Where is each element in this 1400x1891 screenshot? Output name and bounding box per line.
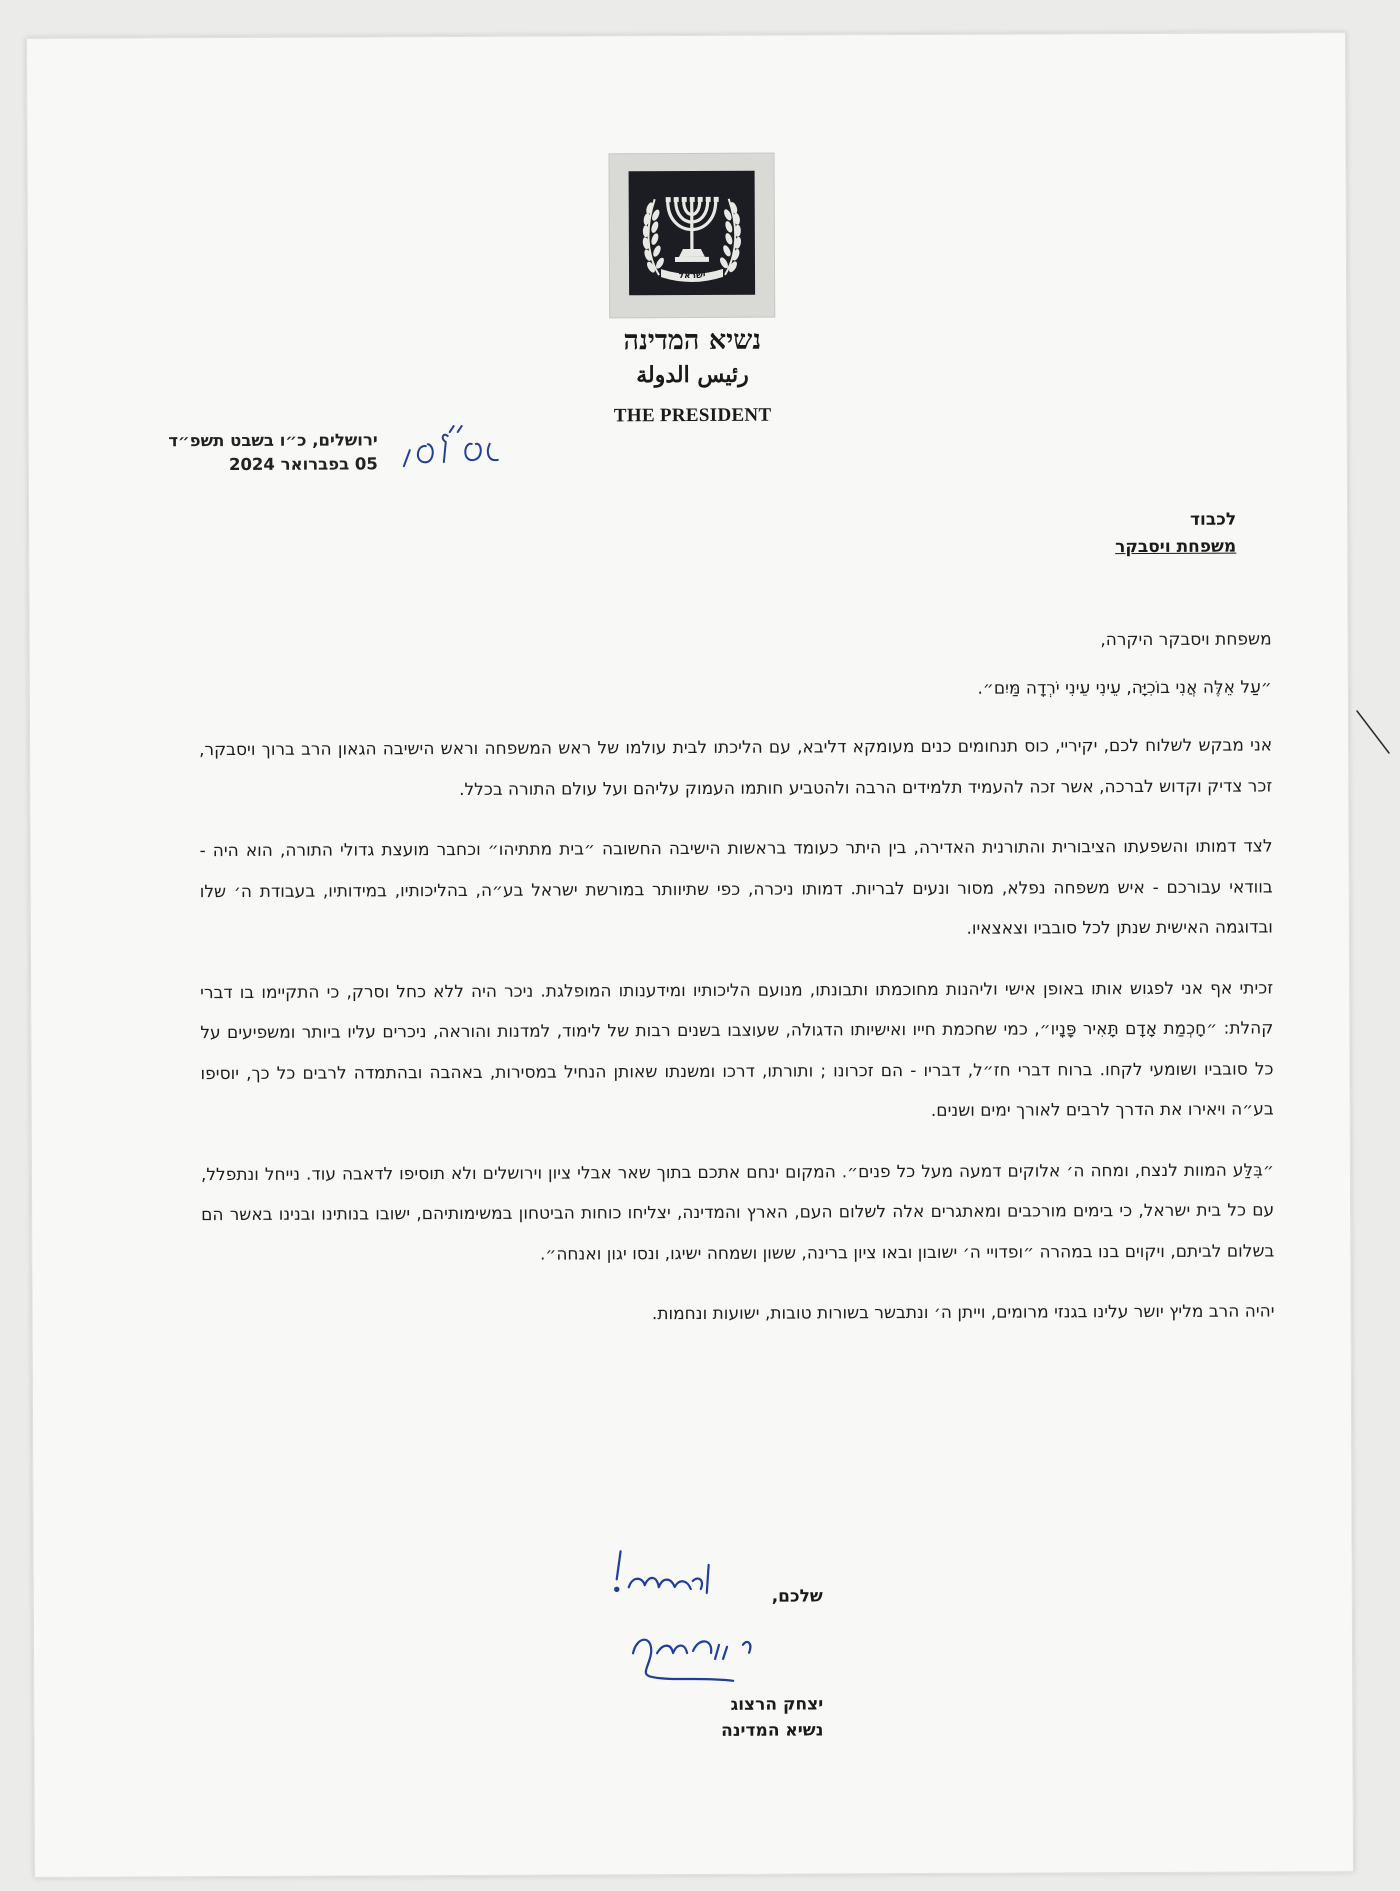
recipient-to: לכבוד bbox=[1189, 509, 1237, 530]
paragraph: אני מבקש לשלוח לכם, יקיריי, כוס תנחומים כנים מעומקא דליבא, עם הליכתו לבית עולמו של ראש המשפחה וראש הישיבה הגאון הרב ברוך ויסבקר, זכר צדיק וקדוש לברכה, אשר זכה להעמיד תלמידים הרבה ולהטביע חותמו העמוק עליהם ועל עולם התורה בכלל. bbox=[199, 735, 1273, 800]
letter-page bbox=[26, 32, 1354, 1878]
paragraph: לצד דמותו והשפעתו הציבורית והתורנית האדירה, בין היתר כעומד בראשות הישיבה החשובה ״בית מתתיהו״ וכחבר מועצת גדולי התורה, הוא היה - בוודאי עבורכם - איש משפחה נפלא, מסור ונעים לבריות. דמותו ניכרה, כפי שתיוותר במורשת ישראל בע״ה, בהליכותיו, במידותיו, בעבודת ה׳ שלו ובדוגמה האישית שנתן לכל סובביו וצאצאיו. bbox=[199, 836, 1273, 939]
handwritten-date-note bbox=[390, 422, 520, 483]
letterhead-title-hebrew: נשיא המדינה bbox=[623, 324, 762, 357]
date-hebrew: ירושלים, כ״ו בשבט תשפ״ד bbox=[168, 430, 378, 451]
paragraph: ״בִּלַּע המוות לנצח, ומחה ה׳ אלוקים דמעה מעל כל פנים״. המקום ינחם אתכם בתוך שאר אבלי ציון וירושלים ולא תוסיפו לדאבה עוד. נייחל ונתפלל, עם כל בית ישראל, כי בימים מורכבים ומאתגרים אלה לשלום העם, הארץ והמדינה, יצליחו כוחות הביטחון במשימותיהם, ישובו בנותינו ובנינו באשר הם בשלום לביתם, ויקוים בנו במהרה ״ופדויי ה׳ ישובון ובאו ציון ברינה, ששון ושמחה ישיגו, ונסו יגון ואנחה״. bbox=[200, 1159, 1275, 1265]
emblem-text: ישראל bbox=[678, 270, 706, 282]
letterhead-title-arabic: رئيس الدولة bbox=[636, 361, 749, 389]
letterhead-title-english: THE PRESIDENT bbox=[613, 404, 772, 427]
signature-label: שלכם, bbox=[771, 1586, 823, 1607]
opening-quote: ״עַל אֵלֶּה אֲנִי בוֹכִיָּה, עֵינִי עֵינִי יֹרְדָה מַּיִם״. bbox=[977, 677, 1272, 699]
menorah-emblem-icon bbox=[629, 171, 756, 296]
margin-pen-mark bbox=[1355, 707, 1395, 757]
paragraph: זכיתי אף אני לפגוש אותו באופן אישי וליהנות מחוכמתו ותבונתו, מנועם הליכותיו ומידענותו המופלגת. ניכר היה ללא כחל וסרק, כי התקיימו בו דברי קהלת: ״חָכְמַת אָדָם תָּאִיר פָּנָיו״, כמי שחכמת חייו ואישיותו הדגולה, שעוצבו בשנים רבות של לימוד, למדנות והוראה, ניכרים עליו ביותר ומשפיעים על כל סובביו ושומעי לקחו. ברוח דברי חז״ל, דבריו - הם זכרונו ; ותורתו, דרכו ומשנתו שאותן הנחיל במסירות, באהבה ובהתמדה לרבים כל כך, יוסיפו בע״ה ויאירו את הדרך לרבים לאורך ימים ושנים. bbox=[200, 977, 1274, 1121]
closing-line: יהיה הרב מליץ יושר עלינו בגנזי מרומים, וייתן ה׳ ונתבשר בשורות טובות, ישועות ונחמות. bbox=[651, 1301, 1275, 1325]
signer-role: נשיא המדינה bbox=[721, 1720, 824, 1741]
recipient-block bbox=[816, 507, 1236, 563]
state-emblem bbox=[609, 153, 776, 319]
signer-name: יצחק הרצוג bbox=[730, 1694, 824, 1715]
recipient-name: משפחת ויסבקר bbox=[1115, 536, 1237, 558]
date-gregorian: 05 בפברואר 2024 bbox=[228, 454, 378, 475]
signature-block bbox=[593, 1534, 834, 1765]
salutation: משפחת ויסבקר היקרה, bbox=[1100, 629, 1272, 651]
date-block bbox=[158, 428, 378, 477]
letter-body bbox=[199, 619, 1275, 1336]
